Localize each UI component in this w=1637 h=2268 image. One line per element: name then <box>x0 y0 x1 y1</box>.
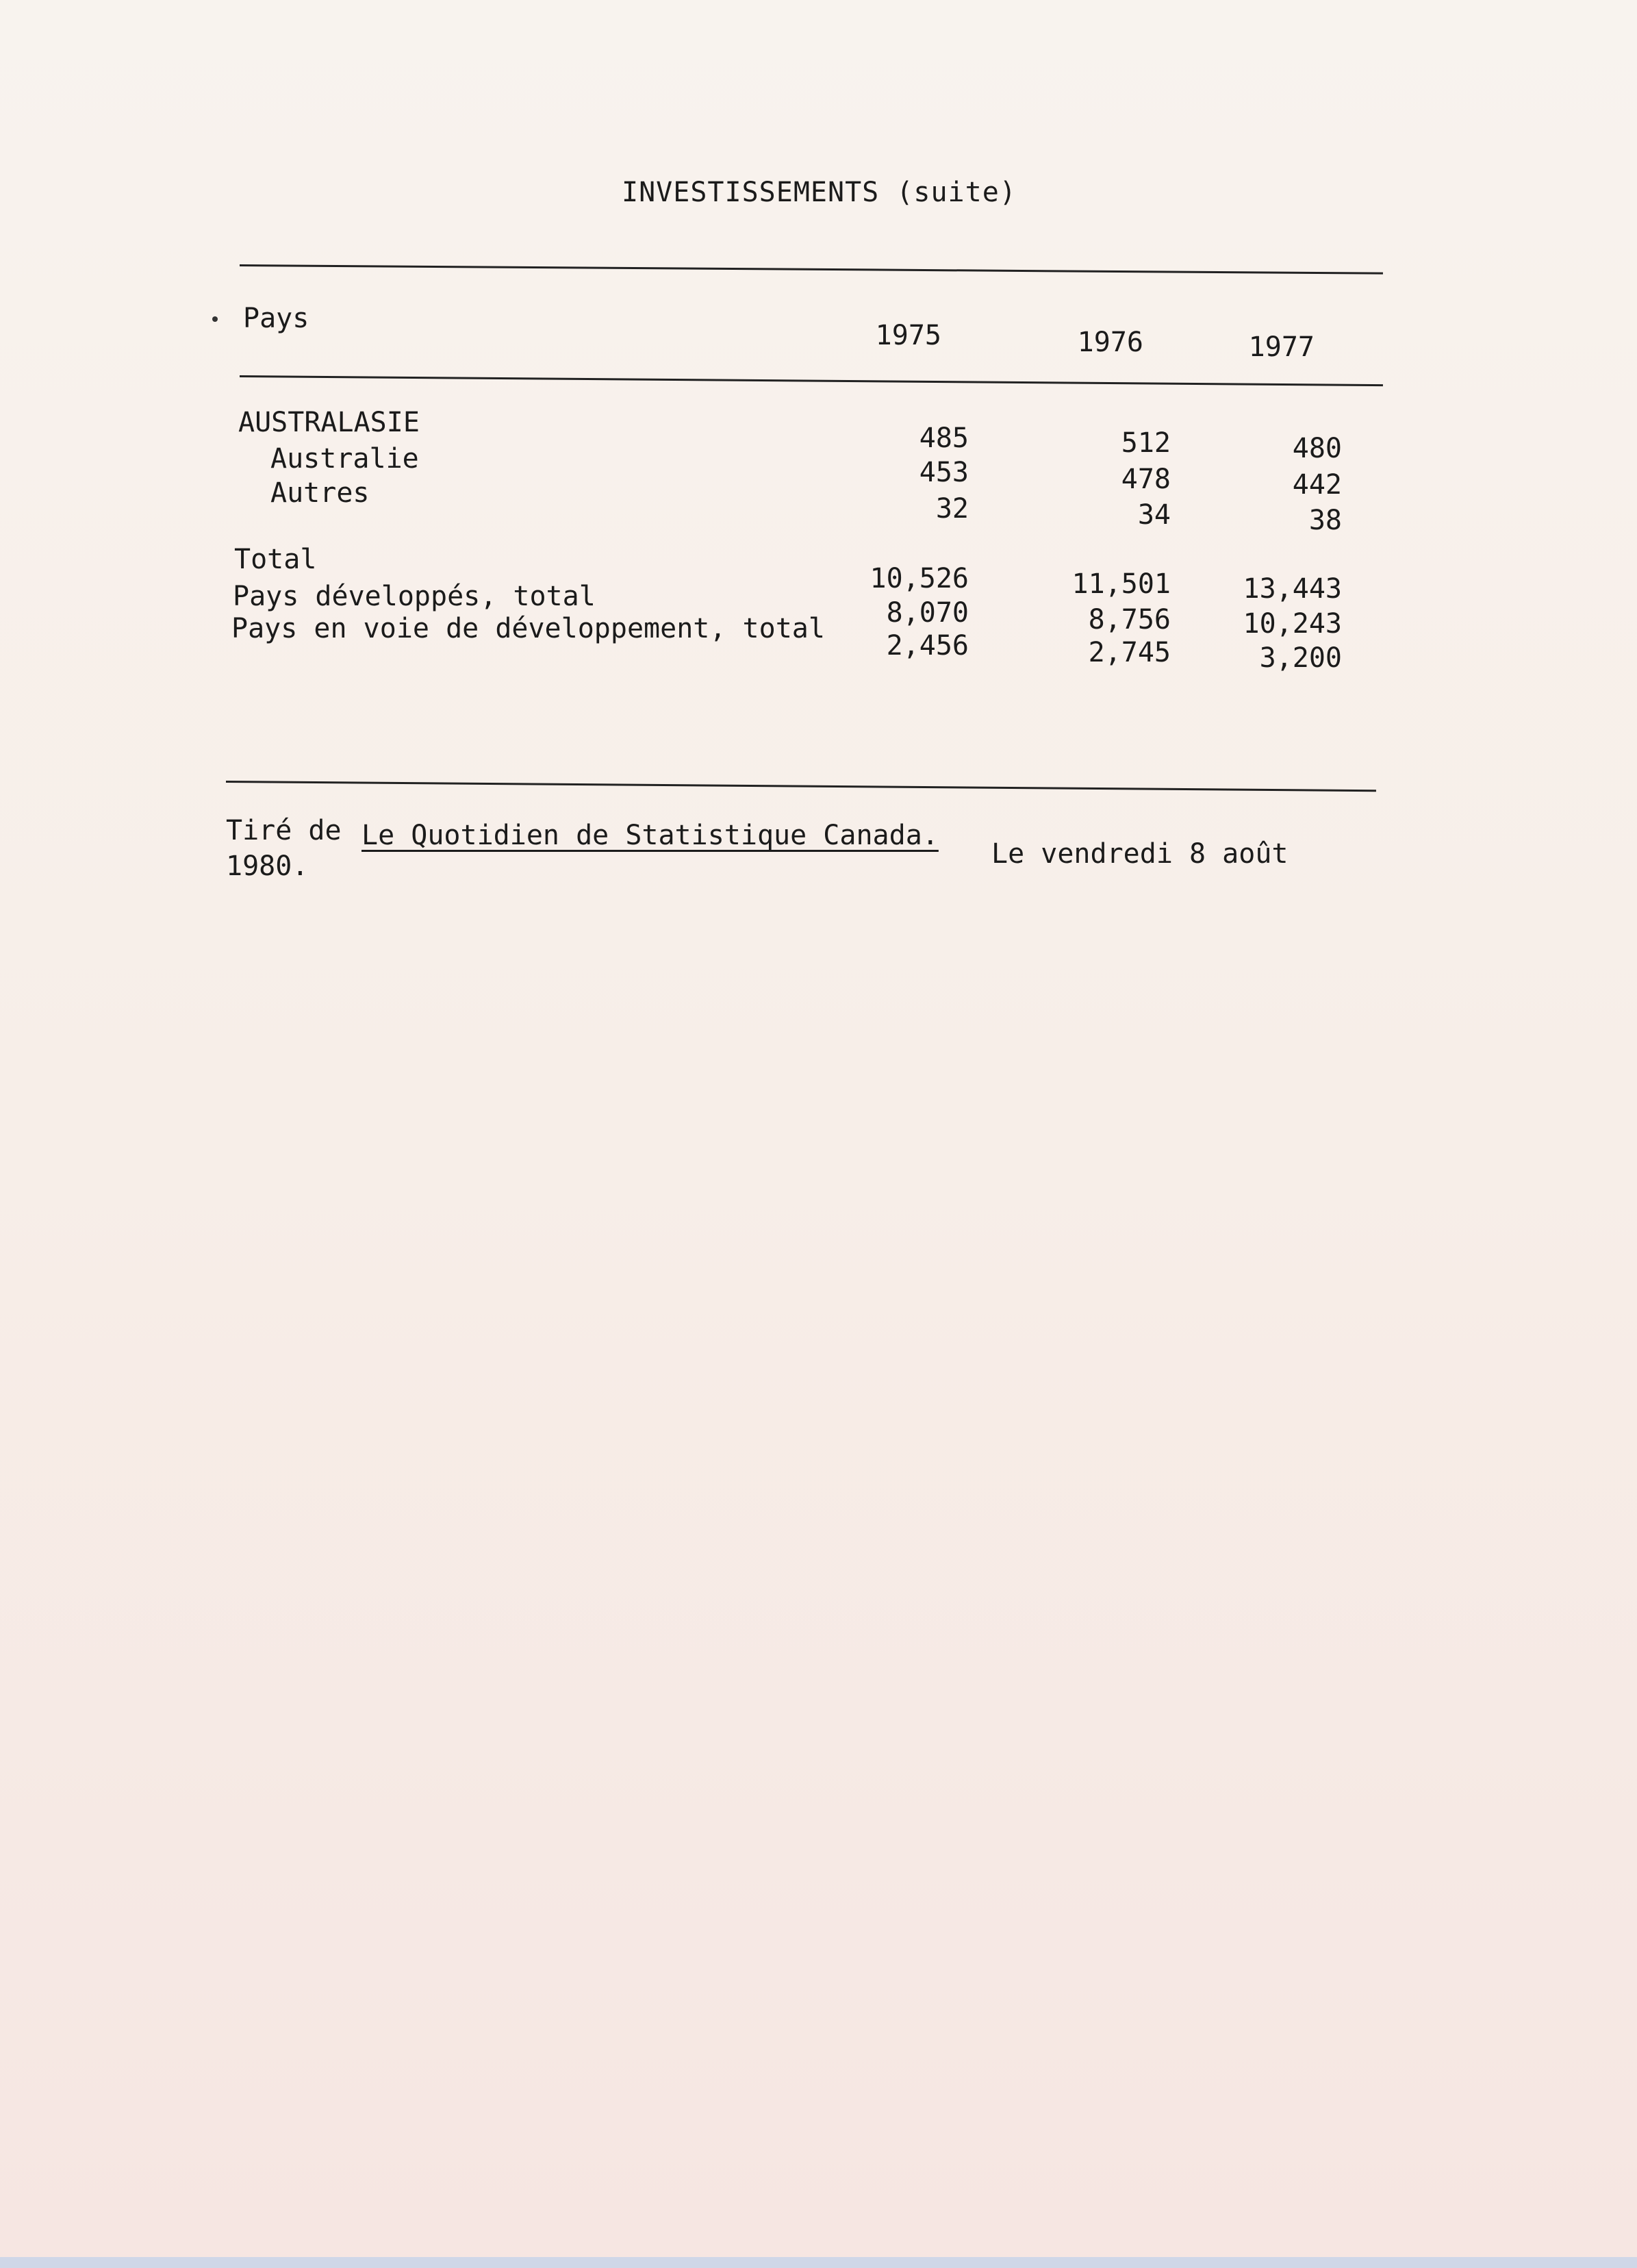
source-publication: Le Quotidien de Statistique Canada. <box>361 820 939 851</box>
row-label-total: Total <box>234 544 317 575</box>
cell-autres-1975: 32 <box>935 493 969 525</box>
cell-australie-1976: 478 <box>1121 464 1171 495</box>
cell-developed-1977: 10,243 <box>1243 608 1342 640</box>
cell-australie-1977: 442 <box>1292 469 1342 501</box>
cell-total-1977: 13,443 <box>1243 573 1342 605</box>
column-header-1977: 1977 <box>1248 331 1315 363</box>
source-date: Le vendredi 8 août <box>991 838 1289 870</box>
bottom-edge-strip <box>0 2257 1637 2268</box>
row-label-developing-total: Pays en voie de développement, total <box>231 613 825 644</box>
source-year: 1980. <box>226 850 309 882</box>
bottom-rule <box>226 781 1376 792</box>
cell-total-1975: 10,526 <box>870 563 969 594</box>
cell-total-1976: 11,501 <box>1071 568 1171 600</box>
cell-australasie-1975: 485 <box>919 423 969 454</box>
row-label-developed-total: Pays développés, total <box>233 581 596 612</box>
column-header-country: Pays <box>243 303 309 334</box>
top-rule <box>240 264 1383 275</box>
source-prefix: Tiré de <box>226 815 342 846</box>
cell-australie-1975: 453 <box>919 457 969 488</box>
row-label-australasie: AUSTRALASIE <box>238 407 420 438</box>
column-header-1976: 1976 <box>1077 327 1143 358</box>
cell-australasie-1976: 512 <box>1121 427 1171 459</box>
cell-autres-1977: 38 <box>1308 505 1342 536</box>
cell-developing-1977: 3,200 <box>1259 642 1342 674</box>
cell-autres-1976: 34 <box>1137 499 1171 531</box>
cell-developed-1976: 8,756 <box>1088 604 1171 635</box>
cell-developing-1976: 2,745 <box>1088 637 1171 668</box>
cell-developing-1975: 2,456 <box>886 630 969 662</box>
bullet-mark <box>212 316 218 322</box>
cell-australasie-1977: 480 <box>1292 433 1342 464</box>
cell-developed-1975: 8,070 <box>886 597 969 629</box>
table-title: INVESTISSEMENTS (suite) <box>622 177 1017 208</box>
column-header-1975: 1975 <box>875 320 941 351</box>
header-rule <box>240 375 1383 386</box>
row-label-australie: Australie <box>270 443 419 475</box>
row-label-autres: Autres <box>270 477 370 509</box>
